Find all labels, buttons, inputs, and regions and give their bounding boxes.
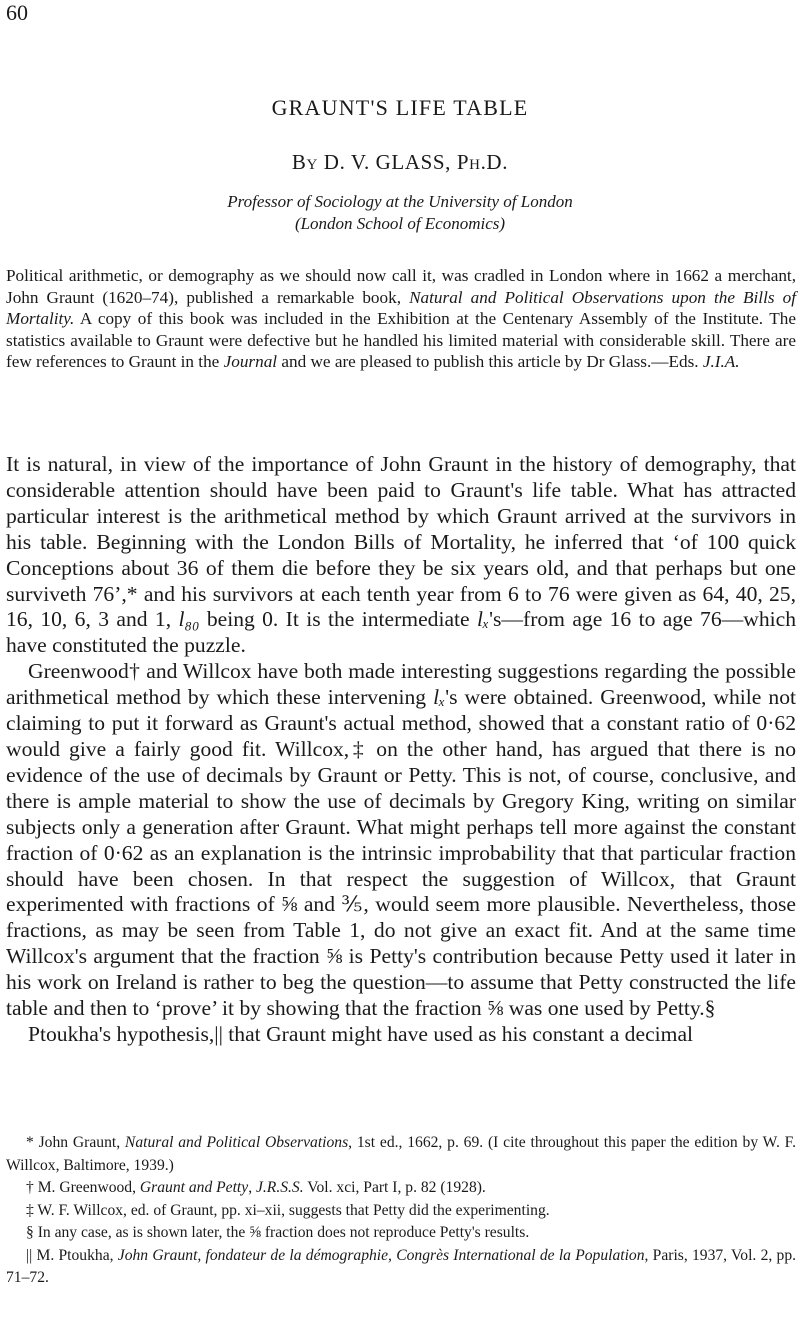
paragraph-3: Ptoukha's hypothesis,|| that Graunt might have used as his constant a decimal (28, 1021, 694, 1046)
footnote-text: , (248, 1179, 256, 1196)
body-text: being 0. It is the intermediate (199, 607, 477, 632)
footnote-3: ‡ W. F. Willcox, ed. of Graunt, pp. xi–xii, suggests that Petty did the experimenting. (26, 1201, 550, 1219)
body-text: It is natural, in view of the importance of John Graunt in the history of demography, that considerable attention should have been paid to Graunt's life table. What has attracted particular interest is the arithmetical method by which Graunt arrived at the survivors in his table. Beginning with the London Bills of Mortality, he inferred that ‘of 100 quick Conceptions about 36 of them die before they be six years old, and that perhaps but one surviveth 76’,* and his survivors at each tenth year from 6 to 76 were given as 64, 40, 25, 16, 10, 6, 3 and 1, (6, 452, 796, 632)
paragraph-2 (6, 659, 796, 1022)
editorial-text: and we are pleased to publish this article by Dr Glass.—Eds. (277, 352, 703, 372)
footnote-1 (6, 1132, 796, 1177)
body-text: 's were obtained. Greenwood, while not claiming to put it forward as Graunt's actual method, showed that a constant ratio of 0·62 would give a fairly good fit. Willcox,‡ on the other hand, has argued that there is no evidence of the use of decimals by Graunt or Petty. This is not, of course, conclusive, and there is ample material to show the use of decimals by Gregory King, writing on similar subjects only a generation after Graunt. What might perhaps tell more against the constant fraction of 0·62 as an explanation is the intrinsic improbability that that particular fraction should have been chosen. In that respect the suggestion of Willcox, that Graunt experimented with fractions of ⅝ and ⅗, would seem more plausible. Nevertheless, those fractions, as may be seen from Table 1, do not give an exact fit. And at the same time Willcox's argument that the fraction ⅝ is Petty's contribution because Petty used it later in his work on Ireland is rather to beg the question—to assume that Petty constructed the life table and then to ‘prove’ it by showing that the fraction ⅝ was one used by Petty.§ (6, 685, 797, 1021)
cited-title: Graunt and Petty (139, 1179, 249, 1196)
footnote-text: * John Graunt, (26, 1134, 125, 1151)
editorial-text: Political arithmetic, or demography as we should now call it, was cradled in London where in 1662 a merchant, John Graunt (1620–74), published a remarkable book, (6, 266, 796, 307)
footnote-text: , 1st ed., 1662, p. 69. (I cite throughout this paper the edition by W. F. Willcox, Baltimore, 1939.) (6, 1134, 797, 1174)
math-symbol: l₈₀ (178, 607, 200, 632)
math-symbol: lₓ (476, 607, 490, 632)
math-symbol: lₓ (433, 685, 446, 710)
page-number: 60 (6, 0, 28, 25)
footnote-4: § In any case, as is shown later, the ⅝ fraction does not reproduce Petty's results. (26, 1224, 530, 1241)
footnote-text: , Paris, 1937, Vol. 2, pp. 71–72. (6, 1246, 797, 1286)
author-affiliation-line-1: Professor of Sociology at the University of London (227, 192, 573, 211)
footnote-text: † M. Greenwood, (26, 1179, 140, 1196)
article-body (6, 452, 796, 1048)
editorial-text: A copy of this book was included in the Exhibition at the Centenary Assembly of the Institute. The statistics available to Graunt were defective but he handled his limited material with considerable skill. There are few references to Graunt in the (6, 309, 796, 372)
book-title: Natural and Political Observations upon the Bills of Mortality. (6, 287, 796, 329)
footnote-5 (6, 1245, 796, 1290)
footnote-text: Vol. xci, Part I, p. 82 (1928). (303, 1179, 486, 1196)
footnote-text: || M. Ptoukha, (26, 1246, 118, 1264)
editorial-note (6, 265, 796, 373)
paragraph-1 (6, 452, 796, 659)
journal-abbrev: J.I.A. (702, 352, 740, 372)
author-byline: By D. V. GLASS, Ph.D. (291, 150, 509, 174)
footnote-2 (6, 1177, 796, 1200)
footnotes (6, 1132, 796, 1290)
cited-journal: J.R.S.S. (255, 1179, 304, 1196)
journal-name: Journal (223, 352, 278, 372)
body-text: Greenwood† and Willcox have both made interesting suggestions regarding the possible arithmetical method by which these intervening (6, 659, 796, 710)
author-affiliation-line-2: (London School of Economics) (294, 214, 506, 233)
cited-title: John Graunt, fondateur de la démographie, Congrès International de la Population (117, 1246, 645, 1264)
body-text: 's—from age 16 to age 76—which have constituted the puzzle. (6, 607, 796, 658)
article-title: GRAUNT'S LIFE TABLE (271, 95, 529, 120)
cited-title: Natural and Political Observations (124, 1134, 349, 1151)
